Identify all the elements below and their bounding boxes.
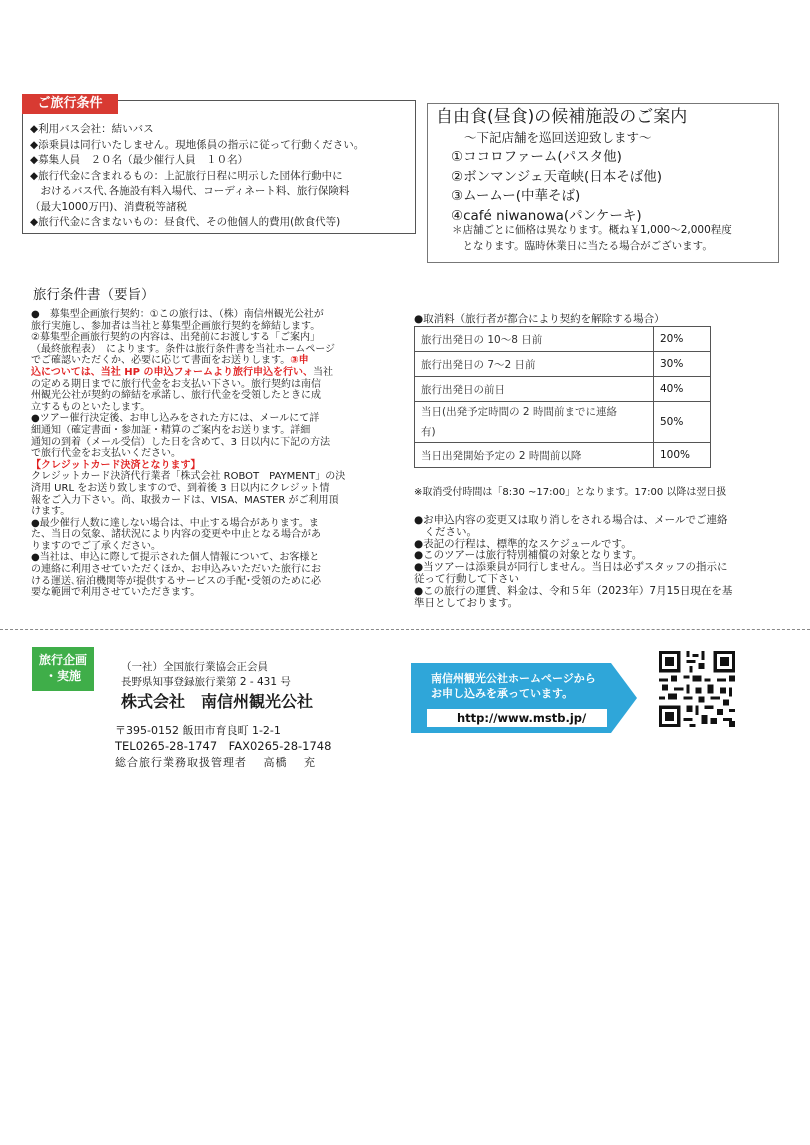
credit-heading: 【クレジットカード決済となります】 [31,459,201,471]
condition-item: ◆利用バス会社：結いバス [30,123,154,135]
shop-item: ③ムームー(中華そば) [451,188,581,204]
company-name: 株式会社 南信州観光公社 [121,692,314,711]
cancel-when: 旅行出発日の 10～8 日前 [415,327,654,352]
divider [0,629,810,630]
condition-item: ◆募集人員 ２０名（最少催行人員 １０名） [30,154,249,166]
shop-item: ④café niwanowa(パンケーキ) [451,207,642,224]
address: 〒395-0152 飯田市育良町 1-2-1 [115,724,281,737]
meal-subtitle: ～下記店舗を巡回送迎致します～ [464,130,652,145]
cancel-fee: 100% [654,443,711,468]
cancel-fee: 50% [654,402,711,443]
qr-code-icon [659,651,735,727]
association: （一社）全国旅行業協会正会員 [121,661,268,673]
meal-title: 自由食(昼食)の候補施設のご案内 [436,107,688,127]
terms-body [31,309,396,599]
terms-text: ● 募集型企画旅行契約：①この旅行は、（株）南信州観光公社が 旅行実施し、参加者は当社と募集型企画旅行契約を締結します。 ②募集型企画旅行契約の内容は、出発前にお渡しする「ご案内」 （最終旅程表） によります。条件は旅行条件書を当社ホームページ でご確認いただくか、必要に応じて書面をお送りします。 [31,309,335,367]
table-row [415,443,711,468]
table-row [415,402,711,443]
shop-item: ①ココロファーム(パスタ他) [451,149,622,165]
terms-text: クレジットカード決済代行業者「株式会社 ROBOT PAYMENT」の決 済用 URL をお送り致しますので、到着後 3 日以内にクレジット情 報をご入力下さい。尚、取扱カードは、VISA、MASTER がご利用頂 けます。 ●最少催行人数に達しない場合は、中止する場合があります。ま た、当日の気象、諸状況により内容の変更や中止となる場合があ りますのでご了承ください。 ●当社は、申込に際して提示された個人情報について、お客様と の連絡に利用させていただくほか、お申込みいただいた旅行にお ける運送､宿泊機関等が提供するサービスの手配･受領のために必 要な範囲で利用させていただきます。 [31,471,346,599]
cancel-when: 当日(出発予定時間の 2 時間前までに連絡 有) [415,402,654,443]
cancel-fee: 30% [654,352,711,377]
conditions-header: ご旅行条件 [22,94,118,114]
banner-text: お申し込みを承っています。 [431,687,574,700]
meal-note: ＊店舗ごとに価格は異なります。概ね￥1,000～2,000程度 となります。臨時休業日に当たる場合がございます。 [452,224,732,252]
manager: 総合旅行業務取扱管理者 高橋 充 [115,756,316,769]
cancellation-table [414,326,711,468]
table-row [415,327,711,352]
cancel-when: 旅行出発日の 7～2 日前 [415,352,654,377]
table-row [415,352,711,377]
cancellation-title: ●取消料（旅行者が都合により契約を解除する場合） [414,313,665,325]
banner-text: 南信州観光公社ホームページから [431,672,596,685]
cancellation-footnote: ※取消受付時間は「8:30 ~17:00」となります。17:00 以降は翌日扱 [414,487,727,498]
cancel-when: 当日出発開始予定の 2 時間前以降 [415,443,654,468]
homepage-link[interactable]: http://www.mstb.jp/ [427,709,607,727]
terms-highlight: ③申 込については、当社 HP の申込フォームより旅行申込を行い、 [31,355,313,378]
condition-item: ◆旅行代金に含まれるもの：上記旅行日程に明示した団体行動中に おけるバス代､各施設有料入場代、コーディネート料、旅行保険料 （最大1000万円)、消費税等諸税 [30,169,350,213]
plan-badge: 旅行企画 ・実施 [32,647,94,691]
table-row [415,377,711,402]
condition-item: ◆旅行代金に含まないもの：昼食代、その他個人的費用(飲食代等) [30,216,341,228]
terms-title: 旅行条件書（要旨） [33,287,155,303]
shop-item: ②ボンマンジェ天竜峡(日本そば他) [451,168,663,185]
tel-fax: TEL0265-28-1747 FAX0265-28-1748 [115,739,332,753]
terms-text: 当社 の定める期日までに旅行代金をお支払い下さい。旅行契約は南信 州観光公社が契約の締結を承諾し、旅行代金を受領したときに成 立するものといたします。 ●ツアー催行決定後、お申し込みをされた方には、メールにて詳 細通知（確定書面・参加証・精算のご案内をお送ります。詳細 通知の到着（メール受信）した日を含めて、3 日以内に下記の方法 で旅行代金をお支払いください。 [31,366,333,460]
registration: 長野県知事登録旅行業第 2 - 431 号 [121,676,291,688]
cancel-when: 旅行出発日の前日 [415,377,654,402]
notes: ●お申込内容の変更又は取り消しをされる場合は、メールでご連絡 ください。 ●表記の行程は、標準的なスケジュールです。 ●このツアーは旅行特別補償の対象となります。 ●当ツアーは添乗員が同行しません。当日は必ずスタッフの指示に 従って行動して下さい ●この旅行の運賃、料金は、令和５年（2023年）7月15日現在を基 準日としております。 [414,514,733,609]
condition-item: ◆添乗員は同行いたしません。現地係員の指示に従って行動ください。 [30,138,365,151]
cancel-fee: 20% [654,327,711,352]
cancel-fee: 40% [654,377,711,402]
conditions-list [30,122,414,231]
shop-list [451,148,662,226]
